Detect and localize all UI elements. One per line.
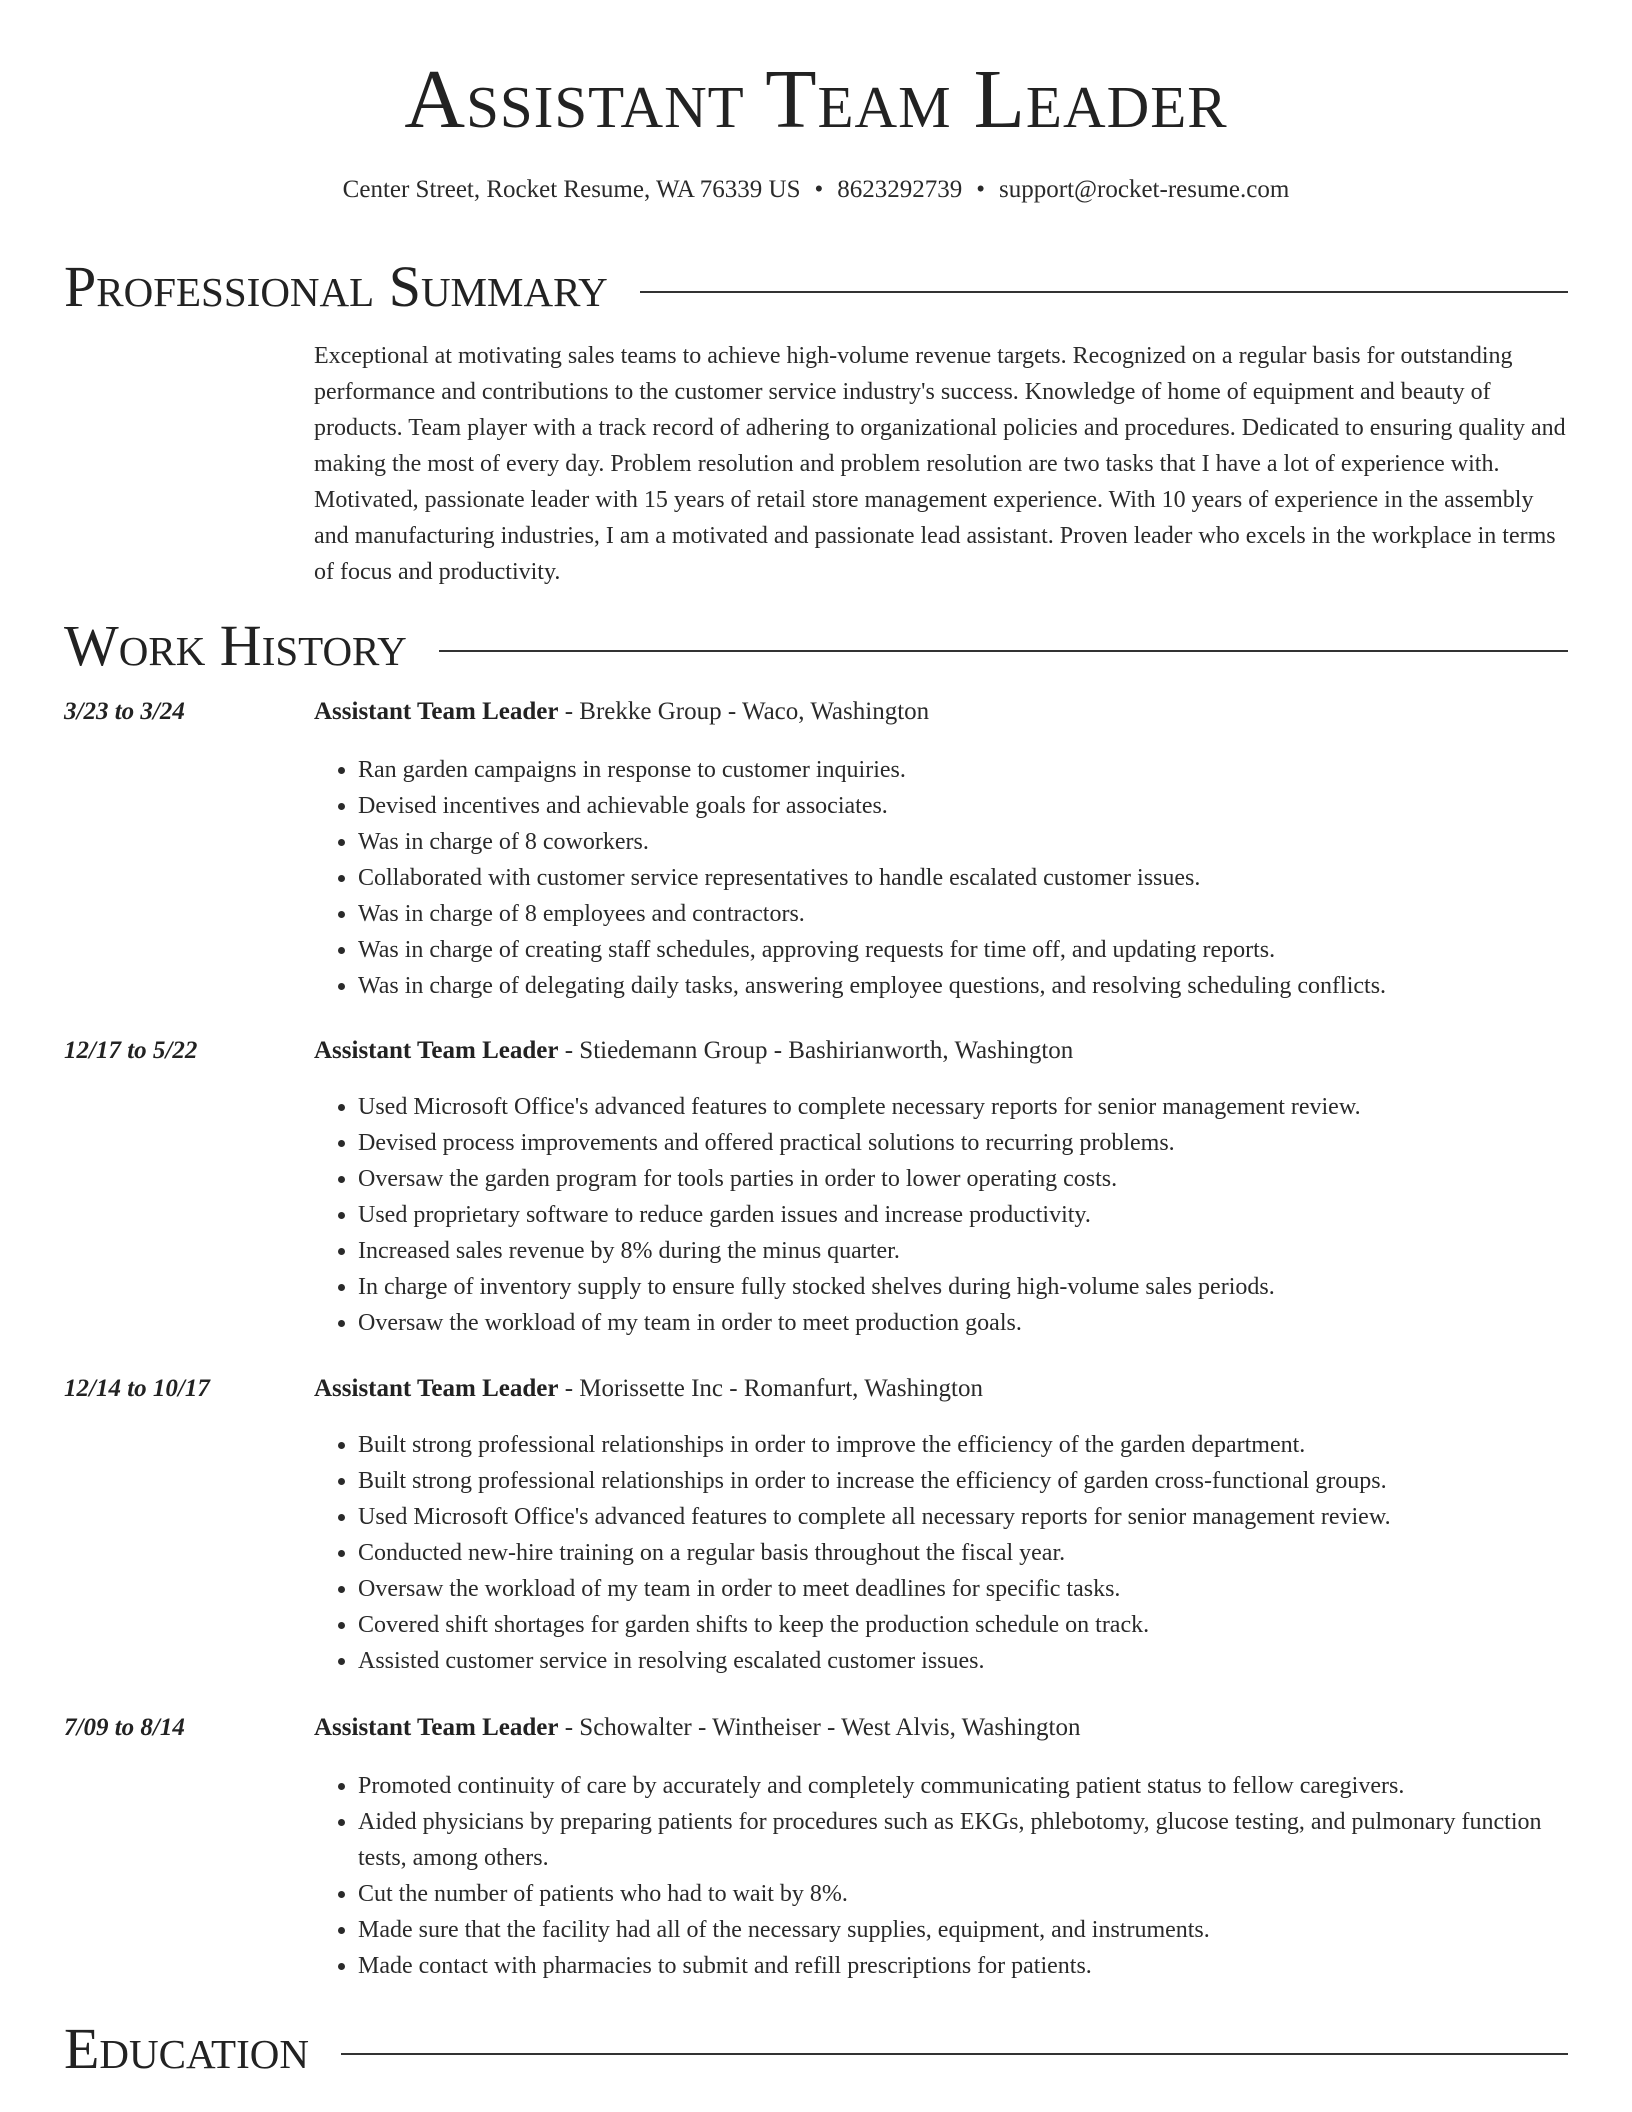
job-bullet: • Built strong professional relationships in order to improve the efficiency of the garden department. xyxy=(358,1427,1568,1463)
job-title: Assistant Team Leader xyxy=(314,1037,559,1064)
section-title-summary: Professional Summary xyxy=(64,254,608,319)
contact-phone: 8623292739 xyxy=(837,176,963,203)
job-details: - Brekke Group - Waco, Washington xyxy=(558,698,930,725)
job-title: Assistant Team Leader xyxy=(314,1375,559,1402)
resume-name-heading: Assistant Team Leader xyxy=(404,53,1228,146)
section-header-education xyxy=(64,2016,1568,2081)
job-dates: 12/14 to 10/17 xyxy=(64,1375,210,1402)
job-bullet: • Was in charge of delegating daily tasks, answering employee questions, and resolving scheduling conflicts. xyxy=(358,968,1568,1004)
job-bullet: • Was in charge of creating staff schedules, approving requests for time off, and updating reports. xyxy=(358,932,1568,968)
job-headline xyxy=(314,1714,1080,1742)
job-bullet: • Oversaw the workload of my team in order to meet production goals. xyxy=(358,1305,1568,1341)
job-bullet: • Devised process improvements and offered practical solutions to recurring problems. xyxy=(358,1125,1568,1161)
section-divider xyxy=(439,650,1568,652)
summary-paragraph: Exceptional at motivating sales teams to achieve high-volume revenue targets. Recognized on a regular basis for outstanding performance and contributions to the customer service industry's success. Knowledge of home of equipment and beauty of products. Team player with a track record of adhering to organizational policies and procedures. Dedicated to ensuring quality and making the most of every day. Problem resolution and problem resolution are two tasks that I have a lot of experience with. Motivated, passionate leader with 15 years of retail store management experience. With 10 years of experience in the assembly and manufacturing industries, I am a motivated and passionate lead assistant. Proven leader who excels in the workplace in terms of focus and productivity. xyxy=(314,343,1566,585)
contact-separator: • xyxy=(814,176,824,203)
contact-separator: • xyxy=(976,176,986,203)
job-bullet: • Increased sales revenue by 8% during the minus quarter. xyxy=(358,1233,1568,1269)
job-bullet: • Oversaw the garden program for tools parties in order to lower operating costs. xyxy=(358,1161,1568,1197)
job-bullet: • Oversaw the workload of my team in order to meet deadlines for specific tasks. xyxy=(358,1571,1568,1607)
job-bullet: • Cut the number of patients who had to wait by 8%. xyxy=(358,1876,1568,1912)
job-details: - Stiedemann Group - Bashirianworth, Washington xyxy=(558,1037,1074,1064)
job-bullet: • Used Microsoft Office's advanced features to complete all necessary reports for senior management review. xyxy=(358,1499,1568,1535)
job-details: - Morissette Inc - Romanfurt, Washington xyxy=(558,1375,984,1402)
job-bullet: • Devised incentives and achievable goals for associates. xyxy=(358,788,1568,824)
job-bullet: • Used proprietary software to reduce garden issues and increase productivity. xyxy=(358,1197,1568,1233)
job-bullet: • Promoted continuity of care by accurately and completely communicating patient status to fellow caregivers. xyxy=(358,1768,1568,1804)
job-bullet: • Collaborated with customer service representatives to handle escalated customer issues. xyxy=(358,860,1568,896)
job-bullet: • Assisted customer service in resolving escalated customer issues. xyxy=(358,1643,1568,1679)
job-bullets xyxy=(314,1089,1568,1341)
job-bullet: • Aided physicians by preparing patients for procedures such as EKGs, phlebotomy, glucose testing, and pulmonary function tests, among others. xyxy=(358,1804,1568,1876)
job-dates: 7/09 to 8/14 xyxy=(64,1714,185,1741)
job-bullets xyxy=(314,752,1568,1004)
job-bullet: • Was in charge of 8 employees and contractors. xyxy=(358,896,1568,932)
contact-address: Center Street, Rocket Resume, WA 76339 US xyxy=(342,176,801,203)
section-header-work xyxy=(64,613,1568,678)
contact-email: support@rocket-resume.com xyxy=(999,176,1290,203)
job-headline xyxy=(314,1375,983,1403)
job-title: Assistant Team Leader xyxy=(314,1714,559,1741)
job-bullet: • Made sure that the facility had all of the necessary supplies, equipment, and instruments. xyxy=(358,1912,1568,1948)
job-bullets xyxy=(314,1768,1568,1984)
job-bullet: • In charge of inventory supply to ensure fully stocked shelves during high-volume sales periods. xyxy=(358,1269,1568,1305)
job-bullet: • Covered shift shortages for garden shifts to keep the production schedule on track. xyxy=(358,1607,1568,1643)
job-dates: 3/23 to 3/24 xyxy=(64,698,185,725)
job-bullet: • Was in charge of 8 coworkers. xyxy=(358,824,1568,860)
job-title: Assistant Team Leader xyxy=(314,698,559,725)
section-divider xyxy=(341,2053,1568,2055)
section-title-education: Education xyxy=(64,2016,309,2081)
section-divider xyxy=(640,291,1568,293)
job-bullet: • Ran garden campaigns in response to customer inquiries. xyxy=(358,752,1568,788)
job-headline xyxy=(314,1037,1073,1065)
section-title-work: Work History xyxy=(64,613,407,678)
contact-line xyxy=(0,176,1632,204)
job-details: - Schowalter - Wintheiser - West Alvis, Washington xyxy=(558,1714,1081,1741)
job-bullet: • Built strong professional relationships in order to increase the efficiency of garden cross-functional groups. xyxy=(358,1463,1568,1499)
job-bullet: • Used Microsoft Office's advanced features to complete necessary reports for senior management review. xyxy=(358,1089,1568,1125)
section-header-summary xyxy=(64,254,1568,319)
job-headline xyxy=(314,698,929,726)
job-bullet: • Conducted new-hire training on a regular basis throughout the fiscal year. xyxy=(358,1535,1568,1571)
job-bullets xyxy=(314,1427,1568,1679)
job-dates: 12/17 to 5/22 xyxy=(64,1037,198,1064)
job-bullet: • Made contact with pharmacies to submit and refill prescriptions for patients. xyxy=(358,1948,1568,1984)
